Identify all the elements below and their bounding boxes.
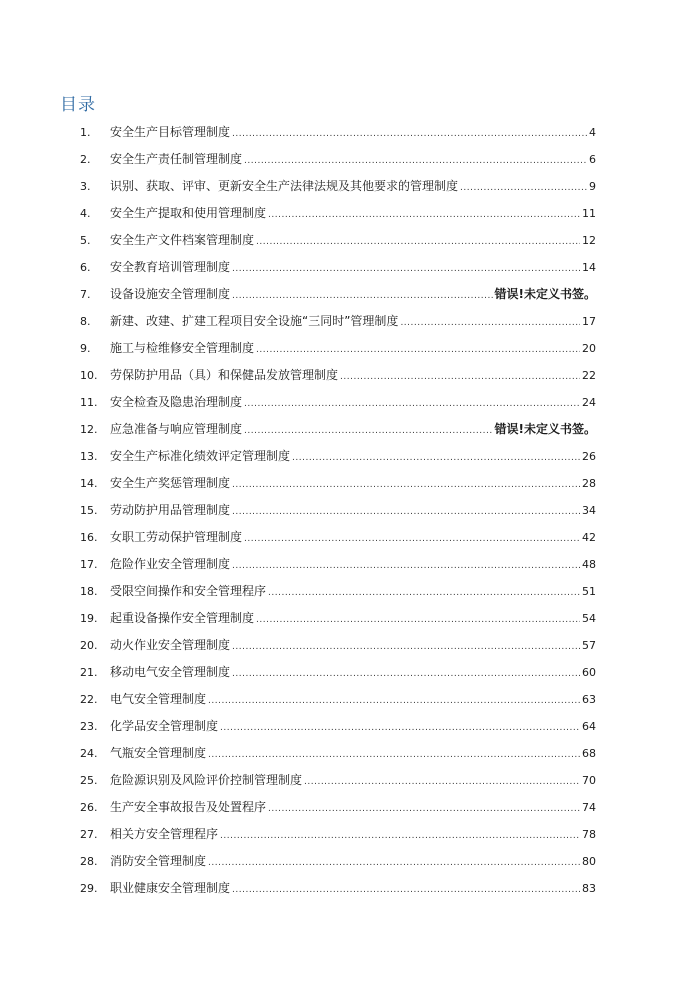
toc-entry-number: 4. xyxy=(80,207,91,220)
toc-entry[interactable] xyxy=(80,578,596,605)
toc-entry-number: 28. xyxy=(80,855,98,868)
toc-entry-page[interactable]: 9 xyxy=(589,180,596,193)
toc-dot-leader xyxy=(220,715,580,742)
toc-entry[interactable] xyxy=(80,389,596,416)
toc-entry-number: 1. xyxy=(80,126,91,139)
toc-entry-page[interactable]: 4 xyxy=(589,126,596,139)
toc-entry-title[interactable]: 电气安全管理制度 xyxy=(110,692,207,706)
toc-dot-leader xyxy=(256,607,580,634)
toc-entry-number: 9. xyxy=(80,342,91,355)
toc-dot-leader xyxy=(256,337,580,364)
toc-entry-number: 18. xyxy=(80,585,98,598)
toc-dot-leader xyxy=(460,175,587,202)
toc-entry-page[interactable]: 80 xyxy=(582,855,596,868)
toc-entry-number: 12. xyxy=(80,423,98,436)
toc-entry-number: 23. xyxy=(80,720,98,733)
toc-entry[interactable] xyxy=(80,605,596,632)
toc-entry-title[interactable]: 受限空间操作和安全管理程序 xyxy=(110,584,267,598)
toc-entry-title[interactable]: 安全生产提取和使用管理制度 xyxy=(110,206,267,220)
toc-dot-leader xyxy=(244,148,587,175)
toc-entry-page[interactable]: 11 xyxy=(582,207,596,220)
toc-dot-leader xyxy=(208,850,580,877)
toc-entry[interactable] xyxy=(80,875,596,902)
toc-title: 目录 xyxy=(60,95,96,115)
toc-entry-title[interactable]: 移动电气安全管理制度 xyxy=(110,665,231,679)
toc-entry-page[interactable]: 83 xyxy=(582,882,596,895)
toc-entry[interactable] xyxy=(80,524,596,551)
toc-entry-number: 14. xyxy=(80,477,98,490)
toc-entry[interactable] xyxy=(80,497,596,524)
toc-dot-leader xyxy=(232,121,587,148)
toc-entry[interactable] xyxy=(80,443,596,470)
toc-entry-page[interactable]: 22 xyxy=(582,369,596,382)
toc-entry[interactable] xyxy=(80,335,596,362)
toc-dot-leader xyxy=(268,796,580,823)
toc-entry[interactable] xyxy=(80,767,596,794)
toc-entry-title[interactable]: 安全检查及隐患治理制度 xyxy=(110,395,243,409)
toc-entry-page[interactable]: 14 xyxy=(582,261,596,274)
toc-dot-leader xyxy=(232,634,580,661)
toc-entry-page[interactable]: 24 xyxy=(582,396,596,409)
toc-entry-number: 16. xyxy=(80,531,98,544)
toc-entry[interactable] xyxy=(80,254,596,281)
toc-entry-page[interactable]: 54 xyxy=(582,612,596,625)
toc-entry[interactable] xyxy=(80,308,596,335)
toc-entry-page[interactable]: 6 xyxy=(589,153,596,166)
toc-entry-number: 7. xyxy=(80,288,91,301)
toc-entry-title[interactable]: 应急准备与响应管理制度 xyxy=(110,422,243,436)
toc-entry-title[interactable]: 起重设备操作安全管理制度 xyxy=(110,611,255,625)
toc-entry-page[interactable]: 78 xyxy=(582,828,596,841)
toc-entry-page-error[interactable]: 错误!未定义书签。 xyxy=(494,287,596,301)
toc-entry[interactable] xyxy=(80,713,596,740)
toc-entry-title[interactable]: 新建、改建、扩建工程项目安全设施“三同时”管理制度 xyxy=(110,314,399,328)
toc-entry-title[interactable]: 安全生产奖惩管理制度 xyxy=(110,476,231,490)
toc-entry-title[interactable]: 安全生产责任制管理制度 xyxy=(110,152,243,166)
toc-dot-leader xyxy=(232,283,493,310)
toc-entry-number: 15. xyxy=(80,504,98,517)
toc-entry-page[interactable]: 64 xyxy=(582,720,596,733)
toc-entry[interactable] xyxy=(80,632,596,659)
toc-dot-leader xyxy=(244,418,493,445)
toc-entry-page[interactable]: 51 xyxy=(582,585,596,598)
toc-entry[interactable] xyxy=(80,227,596,254)
toc-entry-title[interactable]: 劳动防护用品管理制度 xyxy=(110,503,231,517)
toc-entry-number: 24. xyxy=(80,747,98,760)
toc-entry-title[interactable]: 安全生产文件档案管理制度 xyxy=(110,233,255,247)
toc-entry-title[interactable]: 劳保防护用品（具）和保健品发放管理制度 xyxy=(110,368,339,382)
toc-entry[interactable] xyxy=(80,119,596,146)
toc-entry-title[interactable]: 相关方安全管理程序 xyxy=(110,827,219,841)
toc-entry-number: 8. xyxy=(80,315,91,328)
toc-entry-title[interactable]: 安全教育培训管理制度 xyxy=(110,260,231,274)
toc-entry-number: 29. xyxy=(80,882,98,895)
toc-entry-page[interactable]: 68 xyxy=(582,747,596,760)
toc-entry[interactable] xyxy=(80,740,596,767)
toc-entry[interactable] xyxy=(80,659,596,686)
toc-entry-number: 27. xyxy=(80,828,98,841)
toc-dot-leader xyxy=(244,526,580,553)
toc-entry-number: 17. xyxy=(80,558,98,571)
toc-dot-leader xyxy=(304,769,580,796)
toc-entry-page[interactable]: 42 xyxy=(582,531,596,544)
toc-dot-leader xyxy=(244,391,580,418)
toc-entry-page[interactable]: 70 xyxy=(582,774,596,787)
toc-entry-number: 21. xyxy=(80,666,98,679)
toc-dot-leader xyxy=(232,472,580,499)
toc-dot-leader xyxy=(208,742,580,769)
toc-entry-page[interactable]: 57 xyxy=(582,639,596,652)
toc-entry-page[interactable]: 60 xyxy=(582,666,596,679)
toc-entry-title[interactable]: 危险源识别及风险评价控制管理制度 xyxy=(110,773,303,787)
toc-dot-leader xyxy=(220,823,580,850)
toc-dot-leader xyxy=(256,229,580,256)
toc-entry-number: 13. xyxy=(80,450,98,463)
toc-entry-number: 10. xyxy=(80,369,98,382)
toc-entry-title[interactable]: 识别、获取、评审、更新安全生产法律法规及其他要求的管理制度 xyxy=(110,179,459,193)
toc-entry-title[interactable]: 生产安全事故报告及处置程序 xyxy=(110,800,267,814)
toc-entry-title[interactable]: 动火作业安全管理制度 xyxy=(110,638,231,652)
toc-entry[interactable] xyxy=(80,281,596,308)
toc-entry-number: 5. xyxy=(80,234,91,247)
toc-entry-page[interactable]: 63 xyxy=(582,693,596,706)
toc-entry[interactable] xyxy=(80,551,596,578)
toc-dot-leader xyxy=(208,688,580,715)
toc-entry[interactable] xyxy=(80,686,596,713)
toc-entry[interactable] xyxy=(80,173,596,200)
toc-entry-number: 3. xyxy=(80,180,91,193)
toc-entry-page[interactable]: 26 xyxy=(582,450,596,463)
toc-entry-page-error[interactable]: 错误!未定义书签。 xyxy=(494,422,596,436)
toc-dot-leader xyxy=(268,580,580,607)
toc-entry-page[interactable]: 28 xyxy=(582,477,596,490)
toc-entry[interactable] xyxy=(80,470,596,497)
toc-entry[interactable] xyxy=(80,848,596,875)
toc-entry-title[interactable]: 危险作业安全管理制度 xyxy=(110,557,231,571)
toc-list xyxy=(80,119,596,902)
toc-entry[interactable] xyxy=(80,362,596,389)
toc-dot-leader xyxy=(340,364,580,391)
toc-entry-page[interactable]: 48 xyxy=(582,558,596,571)
toc-entry-number: 26. xyxy=(80,801,98,814)
toc-entry-number: 22. xyxy=(80,693,98,706)
toc-dot-leader xyxy=(232,661,580,688)
toc-entry-title[interactable]: 气瓶安全管理制度 xyxy=(110,746,207,760)
toc-dot-leader xyxy=(400,310,580,337)
toc-dot-leader xyxy=(232,499,580,526)
toc-dot-leader xyxy=(232,256,580,283)
toc-entry-page[interactable]: 34 xyxy=(582,504,596,517)
toc-dot-leader xyxy=(232,553,580,580)
toc-entry-number: 11. xyxy=(80,396,98,409)
toc-entry-page[interactable]: 74 xyxy=(582,801,596,814)
toc-entry-title[interactable]: 化学品安全管理制度 xyxy=(110,719,219,733)
toc-dot-leader xyxy=(268,202,580,229)
toc-entry-number: 19. xyxy=(80,612,98,625)
toc-entry-title[interactable]: 女职工劳动保护管理制度 xyxy=(110,530,243,544)
toc-entry-title[interactable]: 安全生产目标管理制度 xyxy=(110,125,231,139)
toc-entry-number: 25. xyxy=(80,774,98,787)
toc-entry-number: 6. xyxy=(80,261,91,274)
toc-entry[interactable] xyxy=(80,416,596,443)
toc-entry-title[interactable]: 设备设施安全管理制度 xyxy=(110,287,231,301)
toc-entry-title[interactable]: 职业健康安全管理制度 xyxy=(110,881,231,895)
toc-entry-page[interactable]: 12 xyxy=(582,234,596,247)
toc-entry[interactable] xyxy=(80,821,596,848)
toc-entry[interactable] xyxy=(80,200,596,227)
toc-entry-title[interactable]: 消防安全管理制度 xyxy=(110,854,207,868)
toc-entry-number: 20. xyxy=(80,639,98,652)
toc-entry[interactable] xyxy=(80,146,596,173)
toc-entry[interactable] xyxy=(80,794,596,821)
toc-entry-number: 2. xyxy=(80,153,91,166)
toc-dot-leader xyxy=(292,445,580,472)
toc-entry-title[interactable]: 施工与检维修安全管理制度 xyxy=(110,341,255,355)
toc-entry-title[interactable]: 安全生产标准化绩效评定管理制度 xyxy=(110,449,291,463)
toc-entry-page[interactable]: 20 xyxy=(582,342,596,355)
toc-entry-page[interactable]: 17 xyxy=(582,315,596,328)
toc-dot-leader xyxy=(232,877,580,904)
